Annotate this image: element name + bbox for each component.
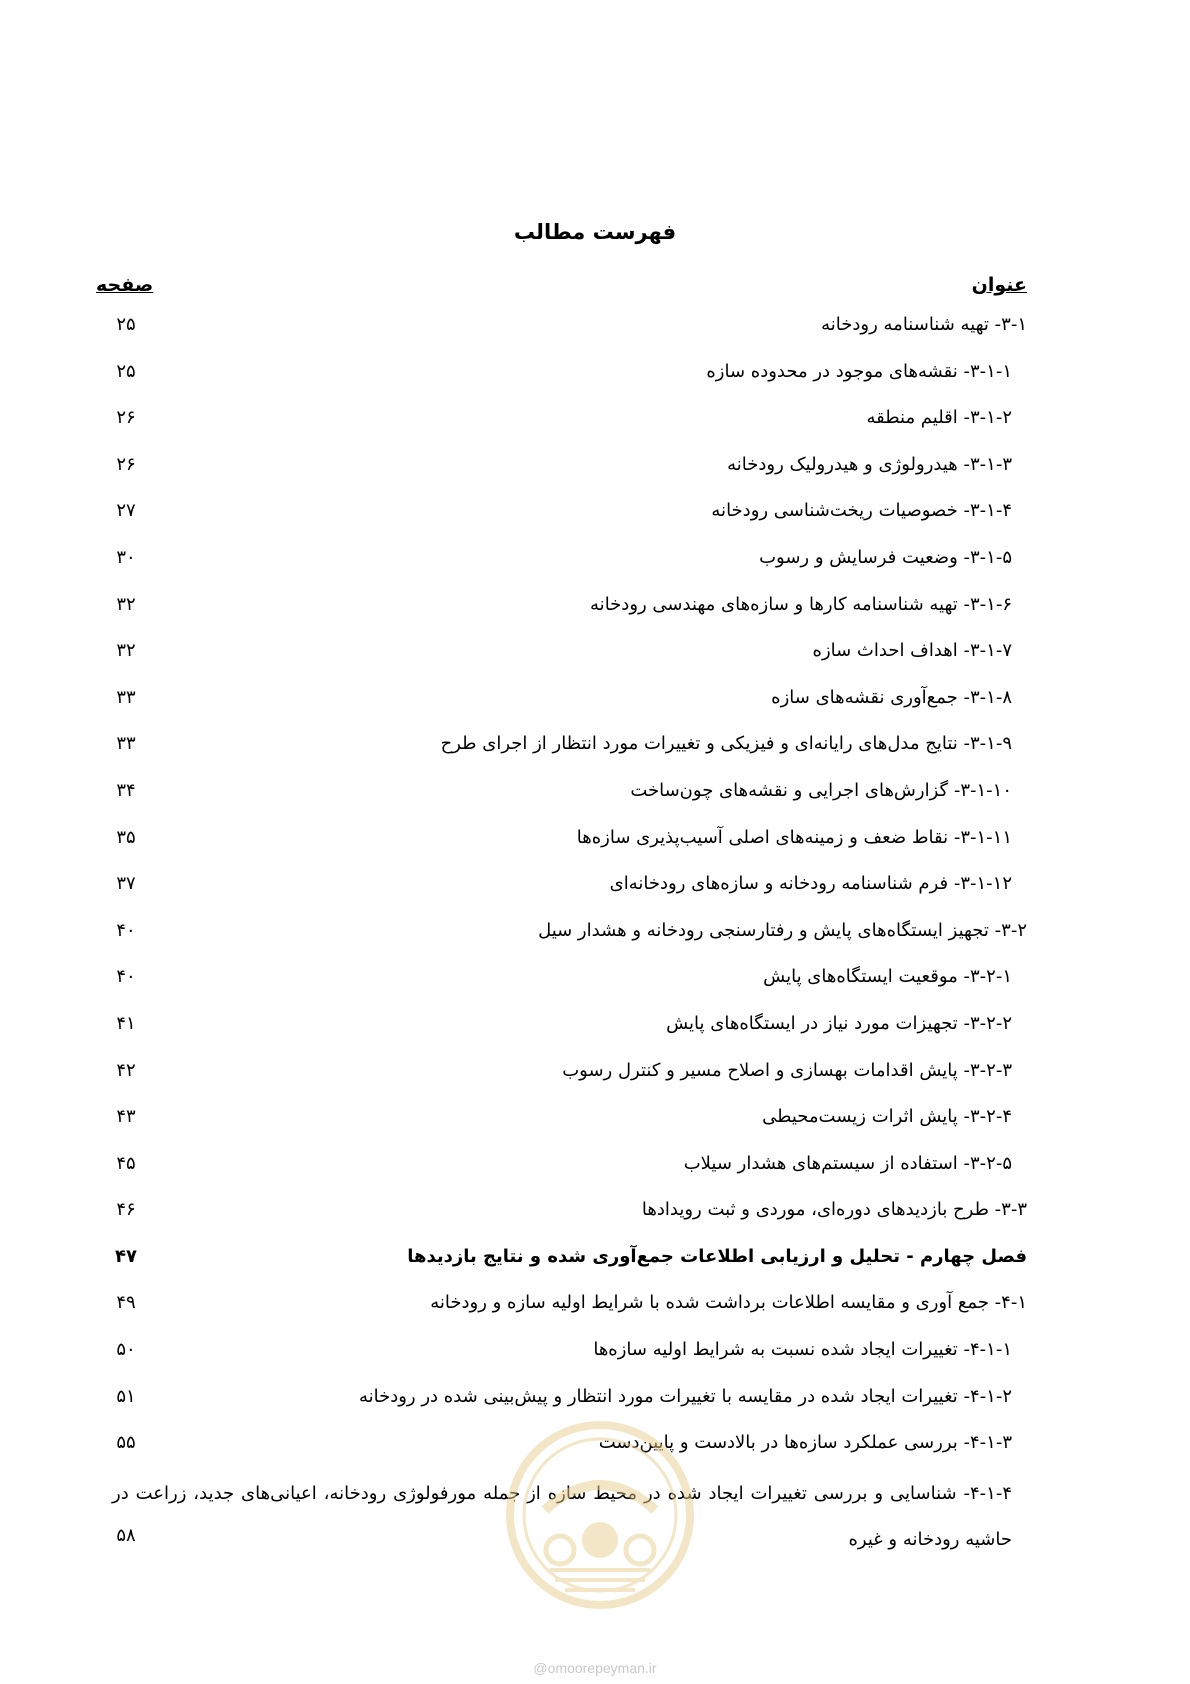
toc-entry-page: ۲۵ (116, 314, 136, 335)
toc-entry-title: ۳-۱-۱- نقشه‌های موجود در محدوده سازه (706, 360, 1012, 382)
toc-entry-title: ۴-۱-۲- تغییرات ایجاد شده در مقایسه با تغییرات مورد انتظار و پیش‌بینی شده در رودخانه (358, 1385, 1012, 1407)
toc-entry-page: ۴۰ (116, 919, 136, 941)
toc-entry[interactable] (0, 679, 1190, 726)
toc-entry[interactable] (0, 1098, 1190, 1145)
toc-entry[interactable] (0, 632, 1190, 679)
toc-entry[interactable] (0, 958, 1190, 1005)
toc-entry[interactable] (0, 725, 1190, 772)
toc-entry-title: ۳-۱-۶- تهیه شناسنامه کارها و سازه‌های مهندسی رودخانه (590, 593, 1012, 615)
toc-entry-page: ۲۶ (116, 407, 136, 429)
toc-entry-page: ۳۲ (116, 593, 136, 615)
toc-entry[interactable] (0, 819, 1190, 866)
toc-entry-page: ۵۸ (116, 1524, 136, 1546)
toc-entry-title: ۳-۱-۹- نتایج مدل‌های رایانه‌ای و فیزیکی و تغییرات مورد انتظار از اجرای طرح (440, 733, 1012, 755)
toc-entry-title: ۳-۱-۸- جمع‌آوری نقشه‌های سازه (771, 686, 1012, 708)
toc-entry[interactable] (0, 353, 1190, 400)
toc-list (0, 306, 1190, 1564)
toc-entry-page: ۲۵ (116, 360, 136, 382)
toc-entry-title: ۴-۱-۳- بررسی عملکرد سازه‌ها در بالادست و پایین‌دست (598, 1432, 1012, 1454)
toc-entry-title: ۳-۱-۱۱- نقاط ضعف و زمینه‌های اصلی آسیب‌پذیری سازه‌ها (576, 826, 1012, 848)
page-title: فهرست مطالب (513, 220, 677, 244)
toc-entry-page: ۳۴ (116, 779, 136, 801)
toc-entry[interactable] (0, 865, 1190, 912)
toc-entry-page: ۳۵ (116, 826, 136, 848)
watermark-url: @omoorepeyman.ir (533, 1660, 657, 1676)
toc-entry[interactable] (0, 446, 1190, 493)
toc-entry-title: ۳-۲-۴- پایش اثرات زیست‌محیطی (762, 1106, 1012, 1128)
toc-entry-page: ۴۶ (116, 1199, 136, 1221)
toc-entry-title: ۳-۱-۳- هیدرولوژی و هیدرولیک رودخانه (727, 453, 1012, 475)
toc-entry[interactable] (0, 1378, 1190, 1425)
toc-entry[interactable] (0, 492, 1190, 539)
toc-entry-title: ۳-۲-۲- تجهیزات مورد نیاز در ایستگاه‌های پایش (666, 1012, 1012, 1034)
toc-entry-title: ۳-۲-۳- پایش اقدامات بهسازی و اصلاح مسیر و کنترل رسوب (562, 1059, 1012, 1081)
toc-entry-title: ۳-۱-۲- اقلیم منطقه (866, 407, 1012, 429)
title-column-header: عنوان (971, 274, 1027, 296)
toc-entry-page: ۴۵ (116, 1152, 136, 1174)
toc-entry[interactable] (0, 1005, 1190, 1052)
page-column-header: صفحه (96, 274, 154, 296)
watermark-seal-icon (505, 1420, 695, 1610)
toc-entry[interactable] (0, 912, 1190, 959)
toc-entry-page: ۵۵ (116, 1432, 136, 1454)
toc-entry-title: ۳-۲-۵- استفاده از سیستم‌های هشدار سیلاب (683, 1152, 1012, 1174)
toc-entry[interactable] (0, 772, 1190, 819)
toc-entry[interactable] (0, 1238, 1190, 1285)
toc-entry-title: فصل چهارم - تحلیل و ارزیابی اطلاعات جمع‌آوری شده و نتایج بازدیدها (407, 1245, 1027, 1267)
toc-entry[interactable] (0, 1284, 1190, 1331)
toc-entry-page: ۲۶ (116, 453, 136, 475)
toc-entry-page: ۵۱ (116, 1385, 136, 1407)
toc-entry-title: ۳-۱-۵- وضعیت فرسایش و رسوب (759, 546, 1012, 568)
toc-entry-page: ۳۲ (116, 640, 136, 662)
toc-entry[interactable] (0, 1145, 1190, 1192)
toc-entry-title: ۳-۱-۱۰- گزارش‌های اجرایی و نقشه‌های چون‌ساخت (630, 779, 1012, 801)
toc-entry-page: ۴۷ (115, 1245, 137, 1267)
toc-entry-title: ۴-۱-۱- تغییرات ایجاد شده نسبت به شرایط اولیه سازه‌ها (593, 1339, 1012, 1361)
toc-entry[interactable] (0, 1331, 1190, 1378)
toc-entry[interactable] (0, 1052, 1190, 1099)
toc-entry-page: ۴۰ (116, 966, 136, 988)
toc-entry-title: ۳-۱-۱۲- فرم شناسنامه رودخانه و سازه‌های رودخانه‌ای (609, 873, 1012, 895)
toc-entry[interactable] (0, 586, 1190, 633)
toc-entry-title: ۳-۲- تجهیز ایستگاه‌های پایش و رفتارسنجی رودخانه و هشدار سیل (538, 919, 1027, 941)
toc-entry-title: ۳-۳- طرح بازدیدهای دوره‌ای، موردی و ثبت رویدادها (641, 1199, 1027, 1221)
toc-entry-page: ۳۷ (116, 873, 136, 895)
toc-entry[interactable] (0, 1191, 1190, 1238)
toc-entry-title: ۳-۱-۴- خصوصیات ریخت‌شناسی رودخانه (711, 500, 1012, 522)
toc-entry-page: ۲۷ (116, 500, 136, 522)
toc-entry-page: ۳۳ (116, 686, 136, 708)
toc-entry[interactable] (0, 306, 1190, 353)
toc-entry-page: ۴۳ (116, 1106, 136, 1128)
toc-entry-page: ۴۱ (116, 1012, 136, 1034)
toc-entry[interactable] (0, 399, 1190, 446)
toc-entry[interactable] (0, 539, 1190, 586)
toc-entry-title: ۴-۱-۴- شناسایی و بررسی تغییرات ایجاد شده در محیط سازه از جمله مورفولوژی رودخانه، اعیانی‌های جدید، زراعت در حاشیه رودخانه و غیره (112, 1482, 1012, 1550)
toc-entry-page: ۳۳ (116, 733, 136, 755)
toc-entry-title: ۳-۱-۷- اهداف احداث سازه (812, 640, 1012, 662)
toc-entry-page: ۳۰ (116, 546, 136, 568)
toc-entry-page: ۴۲ (116, 1059, 136, 1081)
toc-entry-title: ۳-۱- تهیه شناسنامه رودخانه (821, 314, 1027, 335)
toc-entry-title: ۴-۱- جمع آوری و مقایسه اطلاعات برداشت شده با شرایط اولیه سازه و رودخانه (430, 1292, 1027, 1314)
toc-entry-title: ۳-۲-۱- موقعیت ایستگاه‌های پایش (763, 966, 1012, 988)
toc-entry-page: ۵۰ (116, 1339, 136, 1361)
toc-entry-page: ۴۹ (116, 1292, 136, 1314)
